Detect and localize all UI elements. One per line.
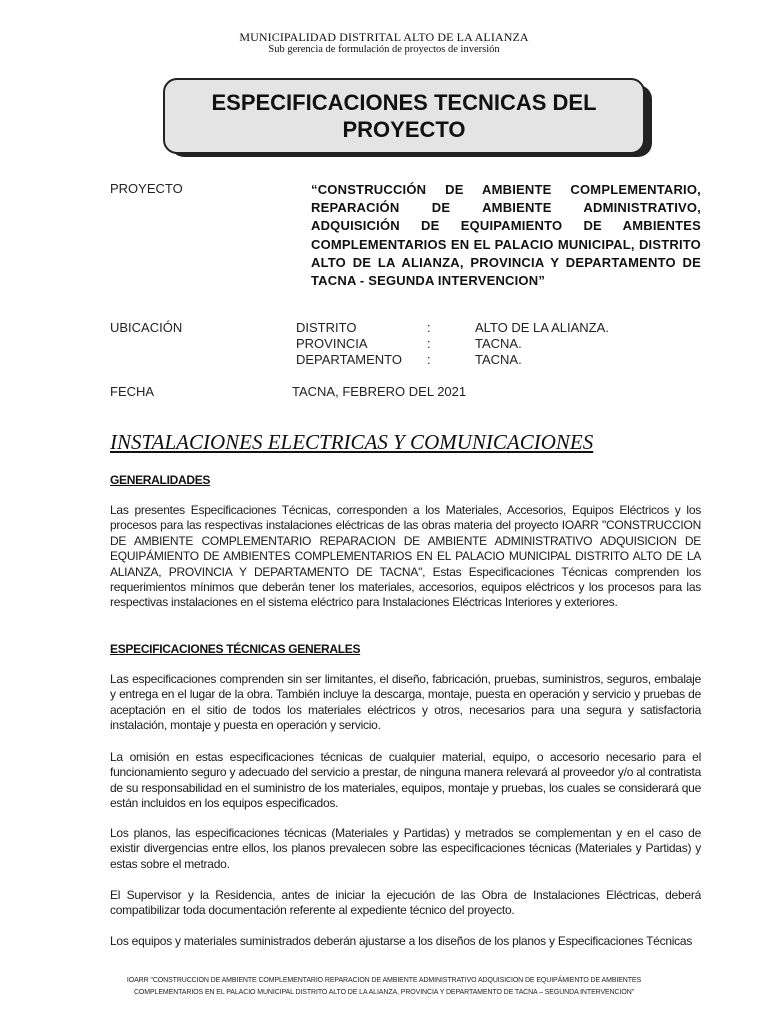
- district-value: ALTO DE LA ALIANZA.: [475, 320, 609, 335]
- department-key: DEPARTAMENTO: [296, 352, 402, 367]
- esp-generales-paragraph-1: Las especificaciones comprenden sin ser limitantes, el diseño, fabricación, pruebas, suministros, seguros, embalaje y entrega en el lugar de la obra. También incluye la descarga, montaje, puesta en operación y servicio y pruebas de aceptación en el sitio de todos los materiales eléctricos y otros, necesarios para una segura y satisfactoria instalación, montaje y puesta en operación y servicio.: [110, 672, 701, 733]
- esp-generales-paragraph-4: El Supervisor y la Residencia, antes de iniciar la ejecución de las Obra de Instalaciones Eléctricas, deberá compatibilizar toda documentación referente al expediente técnico del proyecto.: [110, 888, 701, 918]
- department-value: TACNA.: [475, 352, 522, 367]
- esp-generales-heading: ESPECIFICACIONES TÉCNICAS GENERALES: [110, 642, 361, 656]
- province-key: PROVINCIA: [296, 336, 368, 351]
- project-name: “CONSTRUCCIÓN DE AMBIENTE COMPLEMENTARIO, REPARACIÓN DE AMBIENTE ADMINISTRATIVO, ADQUISICIÓN DE EQUIPAMIENTO DE AMBIENTES COMPLEMENTARIOS EN EL PALACIO MUNICIPAL, DISTRITO ALTO DE LA ALIANZA, PROVINCIA Y DEPARTAMENTO DE TACNA - SEGUNDA INTERVENCION”: [311, 182, 701, 289]
- district-key: DISTRITO: [296, 320, 357, 335]
- footer-line-1: IOARR "CONSTRUCCION DE AMBIENTE COMPLEMENTARIO REPARACION DE AMBIENTE ADMINISTRATIVO ADQUISICION DE EQUIPÁMIENTO DE AMBIENTES: [126, 977, 642, 984]
- location-label: UBICACIÓN: [110, 320, 183, 335]
- header-subgerencia: Sub gerencia de formulación de proyectos de inversión: [268, 44, 500, 55]
- page-footer: [90, 975, 678, 998]
- department-separator: :: [427, 352, 431, 367]
- project-label: PROYECTO: [110, 181, 183, 196]
- esp-generales-paragraph-3: Los planos, las especificaciones técnicas (Materiales y Partidas) y metrados se complementan y en el caso de existir divergencias entre ellos, los planos prevalecen sobre las especificaciones técnicas (Materiales y Partidas) y estas sobre el metrado.: [110, 826, 701, 871]
- header-municipality: MUNICIPALIDAD DISTRITAL ALTO DE LA ALIANZA: [239, 30, 529, 44]
- province-separator: :: [427, 336, 431, 351]
- province-value: TACNA.: [475, 336, 522, 351]
- footer-line-2: COMPLEMENTARIOS EN EL PALACIO MUNICIPAL DISTRITO ALTO DE LA ALIANZA, PROVINCIA Y DEPARTAMENTO DE TACNA – SEGUNDA INTERVENCION": [133, 988, 635, 996]
- section-title: INSTALACIONES ELECTRICAS Y COMUNICACIONES: [110, 430, 594, 454]
- generalidades-heading: GENERALIDADES: [110, 473, 211, 487]
- date-value: TACNA, FEBRERO DEL 2021: [292, 384, 467, 399]
- esp-generales-paragraph-2: La omisión en estas especificaciones técnicas de cualquier material, equipo, o accesorio necesario para el funcionamiento seguro y adecuado del servicio a prestar, de ninguna manera relevará al proveedor y/o al contratista de su responsabilidad en el suministro de los materiales, equipos, montaje y pruebas, los cuales se considerará que están incluidos en los equipos especificados.: [110, 750, 701, 811]
- title-box: [163, 78, 645, 154]
- document-title: ESPECIFICACIONES TECNICAS DEL PROYECTO: [211, 90, 597, 142]
- esp-generales-paragraph-5: Los equipos y materiales suministrados deberán ajustarse a los diseños de los planos y Especificaciones Técnicas: [110, 934, 693, 948]
- district-separator: :: [427, 320, 431, 335]
- generalidades-paragraph: Las presentes Especificaciones Técnicas, corresponden a los Materiales, Accesorios, Equipos Eléctricos y los procesos para las respectivas instalaciones eléctricas de las obras materia del proyecto IOARR "CONSTRUCCION DE AMBIENTE COMPLEMENTARIO REPARACION DE AMBIENTE ADMINISTRATIVO ADQUISICION DE EQUIPÁMIENTO DE AMBIENTES COMPLEMENTARIOS EN EL PALACIO MUNICIPAL DISTRITO ALTO DE LA ALIANZA, PROVINCIA Y DEPARTAMENTO DE TACNA", Estas Especificaciones Técnicas comprenden los requerimientos mínimos que deberán tener los materiales, accesorios, equipos eléctricos y los procesos para las respectivas instalaciones en el sistema eléctrico para Instalaciones Eléctricas Interiores y exteriores.: [110, 503, 701, 610]
- date-label: FECHA: [110, 384, 155, 399]
